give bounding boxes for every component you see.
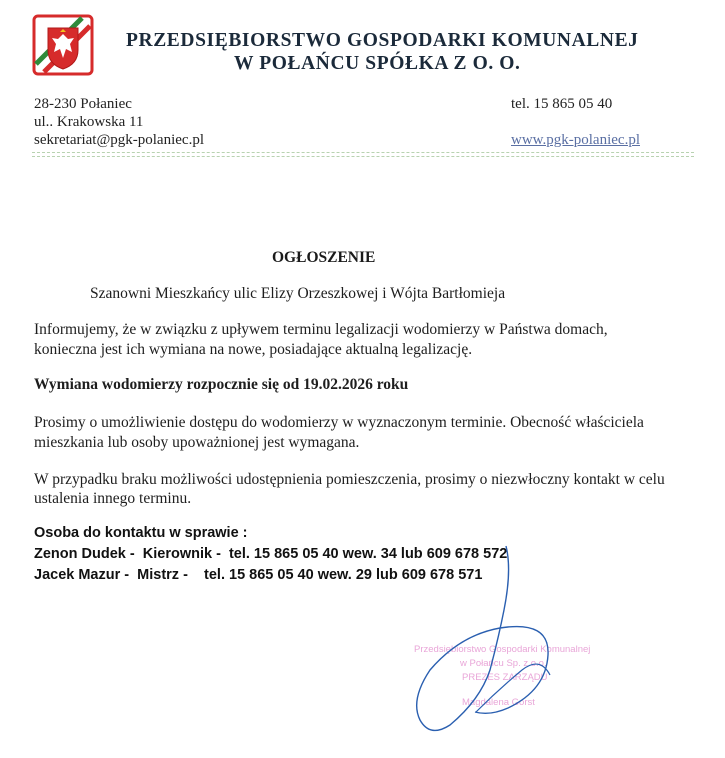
notice-title: OGŁOSZENIE	[272, 249, 376, 266]
notice-paragraph-3-line-1: W przypadku braku możliwości udostępnienia pomieszczenia, prosimy o niezwłoczny kontakt w celu	[34, 471, 665, 488]
notice-paragraph-3-line-2: ustalenia innego terminu.	[34, 490, 192, 507]
phone-number: tel. 15 865 05 40	[511, 96, 613, 112]
stamp-line-2: w Połańcu Sp. z o.o.	[460, 658, 547, 669]
notice-paragraph-2-line-1: Prosimy o umożliwienie dostępu do wodomierzy w wyznaczonym terminie. Obecność właściciela	[34, 414, 644, 431]
company-name-line1: PRZEDSIĘBIORSTWO GOSPODARKI KOMUNALNEJ	[126, 30, 639, 51]
company-name-line2: W POŁAŃCU SPÓŁKA Z O. O.	[234, 53, 521, 74]
notice-highlight: Wymiana wodomierzy rozpocznie się od 19.02.2026 roku	[34, 376, 409, 393]
notice-paragraph-1-line-1: Informujemy, że w związku z upływem terminu legalizacji wodomierzy w Państwa domach,	[34, 321, 608, 338]
notice-paragraph-1-line-2: konieczna jest ich wymiana na nowe, posiadające aktualną legalizację.	[34, 341, 473, 358]
email-address[interactable]: sekretariat@pgk-polaniec.pl	[34, 132, 204, 148]
stamp-line-3: PREZES ZARZĄDU	[462, 672, 548, 683]
coat-of-arms-logo-icon	[32, 14, 94, 76]
notice-greeting: Szanowni Mieszkańcy ulic Elizy Orzeszkowej i Wójta Bartłomieja	[90, 285, 506, 302]
address-street: ul.. Krakowska 11	[34, 114, 144, 130]
stamp-line-4: Magdalena Gorst	[462, 697, 535, 708]
notice-paragraph-2-line-2: mieszkania lub osoby upoważnionej jest wymagana.	[34, 434, 360, 451]
contact-heading: Osoba do kontaktu w sprawie :	[34, 525, 248, 541]
handwritten-signature-icon	[380, 540, 630, 750]
header-divider	[32, 152, 694, 158]
website-link[interactable]: www.pgk-polaniec.pl	[511, 132, 640, 148]
contact-person-2: Jacek Mazur - Mistrz - tel. 15 865 05 40 wew. 29 lub 609 678 571	[34, 567, 483, 583]
address-postal: 28-230 Połaniec	[34, 96, 132, 112]
contact-person-1: Zenon Dudek - Kierownik - tel. 15 865 05 40 wew. 34 lub 609 678 572	[34, 546, 508, 562]
stamp-line-1: Przedsiębiorstwo Gospodarki Komunalnej	[414, 644, 591, 655]
